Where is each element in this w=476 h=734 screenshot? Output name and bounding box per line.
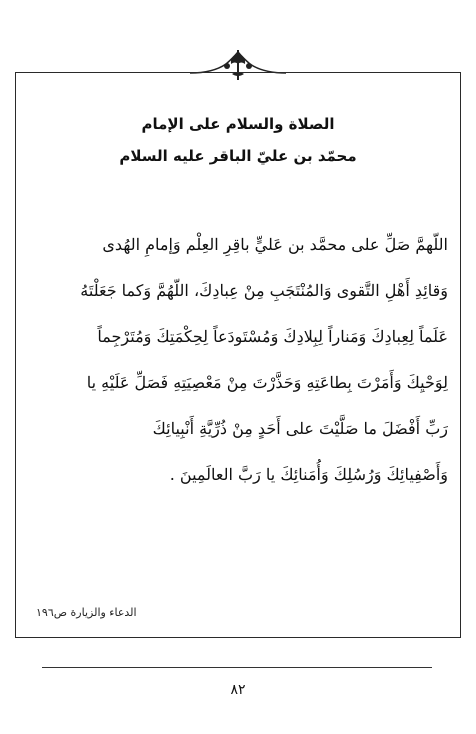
prayer-line: وَأَصْفِيائِكَ وَرُسُلِكَ وَأُمَنائِكَ يا رَبَّ العالَمِينَ .	[169, 465, 448, 484]
prayer-line: لِوَحْيِكَ وَأَمَرْتَ بِطاعَتِهِ وَحَذَّرْتَ مِنْ مَعْصِيَتِهِ فَصَلِّ عَلَيْهِ يا	[86, 373, 448, 392]
footer-divider	[42, 667, 432, 668]
page-number: ٨٢	[230, 682, 246, 698]
prayer-line: وَقائِدِ أَهْلِ التَّقوى وَالمُنْتَجَبِ مِنْ عِبادِكَ، اللّهُمَّ وَكما جَعَلْتَهُ	[80, 281, 448, 300]
heading-subtitle: محمّد بن عليّ الباقر عليه السلام	[119, 147, 357, 165]
prayer-line: اللّهمَّ صَلِّ على محمَّد بن عَليٍّ باقِرِ العِلْم وَإمامِ الهُدى	[102, 235, 448, 254]
source-reference: الدعاء والزيارة ص١٩٦	[36, 606, 137, 619]
prayer-line: عَلَماً لِعِبادِكَ وَمَناراً لِبِلادِكَ وَمُسْتَودَعاً لِحِكْمَتِكَ وَمُتَرْجِماً	[97, 327, 448, 346]
prayer-line: رَبِّ أَفْضَلَ ما صَلَّيْتَ على أَحَدٍ مِنْ ذُرِّيَّةِ أَنْبِيائِكَ	[152, 419, 448, 438]
heading-title: الصلاة والسلام على الإمام	[141, 115, 335, 133]
prayer-text	[30, 222, 448, 498]
